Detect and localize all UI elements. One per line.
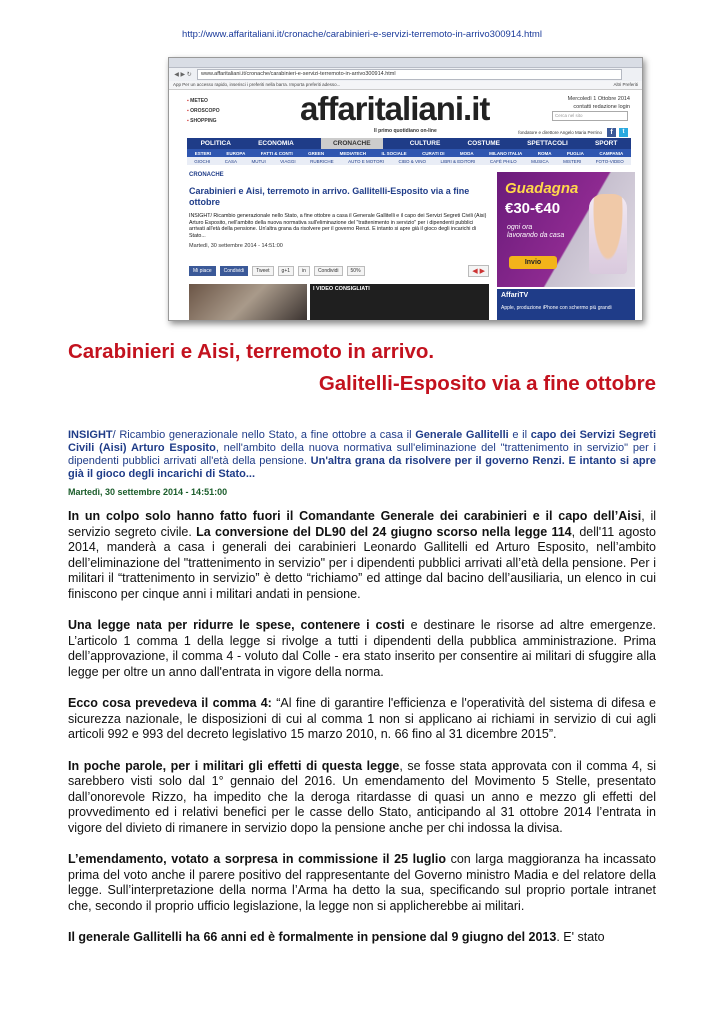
photo-thumbnail[interactable] [189,284,307,320]
menu2-item[interactable]: CURATI DI [422,150,445,156]
menu2-item[interactable]: MODA [459,150,474,156]
share-bar [189,265,489,277]
article-title-line1: Carabinieri e Aisi, terremoto in arrivo. [68,340,435,363]
ad-button[interactable]: Invio [509,256,557,269]
site-search-input[interactable]: Cerca nel sito [552,111,628,121]
pager-arrows-icon[interactable]: ◀ ▶ [468,265,489,277]
lead-text: , nell'ambito della nuova normativa sull'eliminazione del "trattenimento in servizio" per i dipendenti pubblici arrivati all'età della pensione. [68,442,656,467]
menu-sport[interactable]: SPORT [594,140,618,147]
browser-toolbar [169,68,642,81]
paragraph-bold: Ecco cosa prevedeva il comma 4: [68,696,272,710]
gplus-button[interactable]: g+1 [278,266,294,276]
menu3-item[interactable]: CASA [224,158,237,164]
lead-text: / Ricambio generazionale nello Stato, a fine ottobre a casa il [112,429,416,441]
paragraph-text: , il servizio segreto civile. [68,509,657,539]
founder-credit: fondatore e direttore Angelo Maria Perrino [518,130,602,135]
website-screenshot [168,57,643,321]
lead-bold: Un'altra grana da risolvere per il governo Renzi. E intanto si apre già il gioco degli incarichi di Stato... [68,455,656,480]
paragraph-text: , se fosse stata approvata con il comma 4, si sarebbero visti solo dal 1° gennaio del 2016. Un emendamento del Movimento 5 Stelle, presentato dall’onorevole Rizzo, ha impedito che la deroga ritardasse di quasi un anno e mezzo gli effetti del provvedimento ed i relativi benefici per le casse dello Stato, anticipando al 31 ottobre 2014 l’entrata in vigore del divieto di rimanere in servizio dopo la pensione anche per chi indossa la divisa. [68,758,656,835]
menu2-item[interactable]: IL SOCIALE [381,150,407,156]
paragraph [68,696,656,743]
page-url[interactable]: http://www.affaritaliani.it/cronache/carabinieri-e-servizi-terremoto-in-arrivo300914.html [182,29,542,40]
thumbnails [189,284,489,320]
lead-bold: Generale Gallitelli [415,429,509,441]
menu-spettacoli[interactable]: SPETTACOLI [527,140,568,147]
site-header [169,90,642,142]
paragraph-bold: Una legge nata per ridurre le spese, contenere i costi [68,618,405,632]
lead-text: e il [508,429,531,441]
menu2-item[interactable]: ESTERI [194,150,211,156]
other-bookmarks[interactable]: Altri Preferiti [613,82,638,87]
lead-bold: capo dei Servizi Segreti Civili (Aisi) Arturo Esposito [68,429,656,454]
paragraph-text: con larga maggioranza ha incassato prima del voto anche il parere positivo del rappresentante del Governo ministro Madia e del relatore della legge. Sull’interpretazione della norma l’Arma ha detto la sua, specificando sul proprio portale intranet che, secondo il proprio ufficio legislazione, la legge non si applicherebbe ai militari. [68,852,656,913]
article-title-line2: Galitelli-Esposito via a fine ottobre [318,372,656,395]
videos-label: I VIDEO CONSIGLIATI [313,286,370,292]
menu2-item[interactable]: MILANO ITALIA [489,150,523,156]
menu2-item[interactable]: EUROPA [226,150,246,156]
article-lead [68,429,656,481]
article-date: Martedì, 30 settembre 2014 - 14:51:00 [68,487,228,497]
menu2-item[interactable]: ROMA [537,150,552,156]
side-links [187,96,220,126]
paragraph [68,509,656,602]
paragraph-bold: In poche parole, per i militari gli effetti di questa legge [68,758,400,773]
side-link-shopping[interactable]: ▪ SHOPPING [187,116,220,126]
menu2-item[interactable]: MEDIATECH [339,150,367,156]
menu3-item[interactable]: VIAGGI [280,158,296,164]
share-button[interactable]: Condividi [314,266,343,276]
paragraph-text: “Al fine di garantire l'efficienza e l'operatività del sistema di difesa e sicurezza nazionale, le disposizioni di cui al comma 1 non si applicano ai richiami in servizio di cui agli articoli 992 e 993 del decreto legislativo 15 marzo 2010, n. 66 fino al 31 dicembre 2015”. [68,696,656,741]
paragraph [68,618,656,680]
videos-panel[interactable] [310,284,489,320]
menu-culture[interactable]: CULTURE [409,140,441,147]
menu3-item[interactable]: RUBRICHE [310,158,334,164]
ad-text: ogni ora lavorando da casa [507,224,565,239]
menu3-item[interactable]: LIBRI & EDITORI [440,158,476,164]
facebook-icon[interactable]: f [607,128,616,137]
address-bar[interactable]: www.affaritaliani.it/cronache/carabinieri-e-servizi-terremoto-in-arrivo300914.html [197,69,622,80]
header-date [568,95,630,111]
affari-tv-caption: Apple, produzione iPhone con schermo più grandi [501,305,612,311]
menu2-item[interactable]: GREEN [308,150,325,156]
nav-arrows-icon[interactable]: ◀ ▶ ↻ [174,72,192,78]
tertiary-menu [187,157,631,165]
menu3-item[interactable]: GIOCHI [194,158,211,164]
menu3-item[interactable]: MUTUI [251,158,266,164]
menu2-item[interactable]: FATTI & CONTI [260,150,293,156]
article-body [68,509,656,962]
menu3-item[interactable]: CAFÈ PHILO [489,158,517,164]
paragraph-bold: In un colpo solo hanno fatto fuori il Comandante Generale dei carabinieri e il capo dell’Aisi [68,509,642,523]
paragraph-bold: L’emendamento, votato a sorpresa in commissione il 25 luglio [68,852,446,866]
affari-tv-box[interactable] [497,289,635,320]
bookmarks-bar [169,81,642,90]
account-links[interactable]: contatti redazione login [573,104,630,110]
mini-headline[interactable]: Carabinieri e Aisi, terremoto in arrivo. Gallitelli-Esposito via a fine ottobre [189,186,470,207]
ad-banner[interactable] [497,172,635,287]
site-logo[interactable]: affaritaliani.it [300,90,490,127]
menu3-item[interactable]: CIBO & VINO [398,158,426,164]
primary-menu [187,138,631,149]
twitter-icon[interactable]: t [619,128,628,137]
paragraph [68,759,656,837]
ad-title: Guadagna [505,180,579,197]
fb-share-button[interactable]: Condividi [220,266,249,276]
mini-date: Martedì, 30 settembre 2014 - 14:51:00 [189,243,283,249]
paragraph-text: . E' stato [556,930,605,944]
affari-tv-title: AffariTV [501,292,529,299]
mini-summary: INSIGHT/ Ricambio generazionale nello Stato, a fine ottobre a casa il Generale Gallitelli e il capo dei Servizi Segreti Civili (Aisi) Arturo Esposito, nell'ambito della nuova normativa sull'eliminazione del "trattenimento in servizio" per i dipendenti pubblici arrivati all'età della pensione. Un'altra grana da risolvere per il governo Renzi. E intanto si apre già il gioco degli incarichi di Stato... [189,213,487,239]
menu-economia[interactable]: ECONOMIA [258,140,294,147]
paragraph-bold: La conversione del DL90 del 24 giugno scorso nella legge 114 [196,524,572,539]
linkedin-button[interactable]: in [298,266,310,276]
menu2-item[interactable]: PUGLIA [566,150,584,156]
ad-amount: €30-€40 [505,200,561,217]
paragraph-text: , dell'11 agosto 2014, manderà a casa i generali dei carabinieri Leonardo Gallitelli ed Arturo Esposito, nell’ambito dell’eliminazione del "trattenimento in servizio" per i dipendenti pubblici arrivati all’età della pensione. Per i militari il “trattenimento in servizio” è detto “richiamo” ed attinge dal bacino dell’ausiliaria, un elenco in cui finiscono per cinque anni i militari andati in pensione. [68,524,656,601]
tweet-button[interactable]: Tweet [252,266,273,276]
menu-costume[interactable]: COSTUME [467,140,500,147]
lead-label: INSIGHT [68,429,113,441]
paragraph-bold: Il generale Gallitelli ha 66 anni ed è formalmente in pensione dal 9 giugno del 2013 [68,930,557,944]
browser-tabbar [169,58,642,68]
paragraph-text: e destinare le risorse ad altre emergenze. L’articolo 1 comma 1 della legge si rivolge a tutti i dipendenti della pubblica amministrazione. Prima dell’approvazione, il comma 4 - voluto dal Colle - era stato inserito per consentire ai militari di sfuggire alla legge per oltre un anno dall'entrata in vigore della norma. [68,618,656,679]
bookmarks-hint: App Per un accesso rapido, inserisci i preferiti nella barra. Importa preferiti adesso... [173,82,341,87]
menu-politica[interactable]: POLITICA [200,140,231,147]
menu3-item[interactable]: FOTO-VIDEO [595,158,624,164]
paragraph [68,930,656,946]
secondary-menu [187,149,631,157]
menu3-item[interactable]: MISTERI [563,158,582,164]
side-link-meteo[interactable]: ▪ METEO [187,96,220,106]
site-tagline: Il primo quotidiano on-line [374,128,437,134]
ad-person-image [589,194,627,274]
menu3-item[interactable]: AUTO E MOTORI [348,158,384,164]
like-button[interactable]: Mi piace [189,266,216,276]
menu3-item[interactable]: MUSICA [531,158,549,164]
zoom-level: 50% [347,266,365,276]
current-date: Mercoledì 1 Ottobre 2014 [567,96,630,102]
paragraph [68,852,656,914]
section-label[interactable]: CRONACHE [189,172,224,178]
menu2-item[interactable]: CAMPANIA [599,150,624,156]
side-link-oroscopo[interactable]: ▪ OROSCOPO [187,106,220,116]
menu-cronache[interactable]: CRONACHE [321,138,383,149]
